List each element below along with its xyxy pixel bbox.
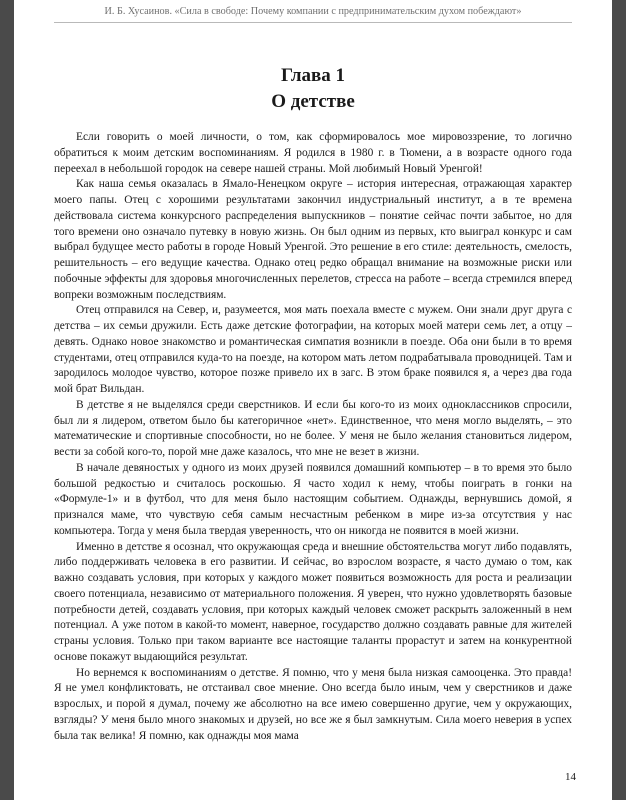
paragraph: Отец отправился на Север, и, разумеется, моя мать поехала вместе с мужем. Они знали друг друга с детства – их семьи дружили. Есть даже детские фотографии, на которых моей матери семь лет, а отцу – девять. Однако новое знакомство и романтическая симпатия возникли в поезде. Оба они были в то время студентами, отец отправился куда-то на поезде, на котором мать летом подрабатывала проводницей. Там и зародилось молодое чувство, которое позже привело их в загс. В этом браке появился я, а через два года мой брат Вильдан.: [54, 304, 572, 395]
paragraph: В начале девяностых у одного из моих друзей появился домашний компьютер – в то время это было большой редкостью и считалось роскошью. Я часто ходил к нему, чтобы поиграть в гонки на «Формуле-1» и в футбол, что для меня было настоящим событием. Однажды, вернувшись домой, я признался маме, что чувствую себя самым несчастным ребенком в мире из-за отсутствия у нас компьютера. Тогда у меня была твердая уверенность, что он никогда не появится в моей жизни.: [54, 461, 572, 537]
chapter-number: Глава 1: [280, 65, 346, 86]
book-page: [14, 0, 612, 800]
paragraph: Именно в детстве я осознал, что окружающая среда и внешние обстоятельства могут либо подавлять, либо поддерживать человека в его развитии. И сейчас, во взрослом возрасте, я часто думаю о том, как важно создавать условия, при которых у каждого может появиться возможность для роста и реализации своего потенциала, независимо от материального положения. Я уверен, что нужно удовлетворять базовые потребности детей, создавать условия, при которых каждый человек сможет раскрыть заложенный в нем потенциал. А уже потом в какой-то момент, наверное, государство должно создавать равные для жителей страны условия. Только при таком варианте все настоящие таланты прорастут и затем на конкурентной основе покажут выдающийся результат.: [54, 540, 572, 663]
chapter-title: О детстве: [271, 91, 355, 112]
paragraph: В детстве я не выделялся среди сверстников. И если бы кого-то из моих одноклассников спросили, был ли я лидером, ответом было бы категоричное «нет». Единственное, что меня могло выделять, – это математические и спортивные способности, но не более. У меня не было желания становиться лидером, вести за собой кого-то, порой мне даже казалось, что мне не везет в жизни.: [54, 398, 572, 458]
paragraph: Если говорить о моей личности, о том, как сформировалось мое мировоззрение, то логично обратиться к моим детским воспоминаниям. Я родился в 1980 г. в Тюмени, а в возрасте одного года переехал в небольшой городок на севере нашей страны. Мой любимый Новый Уренгой!: [54, 131, 572, 175]
body-text: [54, 130, 572, 744]
page-number: 14: [565, 771, 576, 783]
running-header: И. Б. Хусаинов. «Сила в свободе: Почему компании с предпринимательским духом побеждают»: [54, 4, 572, 23]
paragraph: Но вернемся к воспоминаниям о детстве. Я помню, что у меня была низкая самооценка. Это правда! Я не умел конфликтовать, не отстаивал свое мнение. Оно всегда было иным, чем у сверстников и даже взрослых, и порой я думал, почему же абсолютно на все имею совершенно другие, чем у окружающих, взгляды? У меня было много знакомых и друзей, но все же я был замкнутым. Сила моего неверия в успех была так велика! Я помню, как однажды моя мама: [54, 666, 572, 742]
paragraph: Как наша семья оказалась в Ямало-Ненецком округе – история интересная, отражающая характер моего папы. Отец с хорошими результатами закончил индустриальный институт, а в те времена действовала система конкурсного распределения выпускников – понятие сейчас почти забытое, но для того времени оно означало путевку в новую жизнь. Он был одним из первых, кто выиграл конкурс и сам выбрал будущее место работы в городе Новый Уренгой. Это решение в его стиле: деятельность, смелость, решительность – его ведущие качества. Однако отец редко обращал внимание на возможные риски или побочные эффекты для здоровья многочисленных перелетов, стресса на работе – всегда стремился вперед вопреки возможным последствиям.: [54, 178, 572, 301]
chapter-heading: [54, 64, 572, 114]
